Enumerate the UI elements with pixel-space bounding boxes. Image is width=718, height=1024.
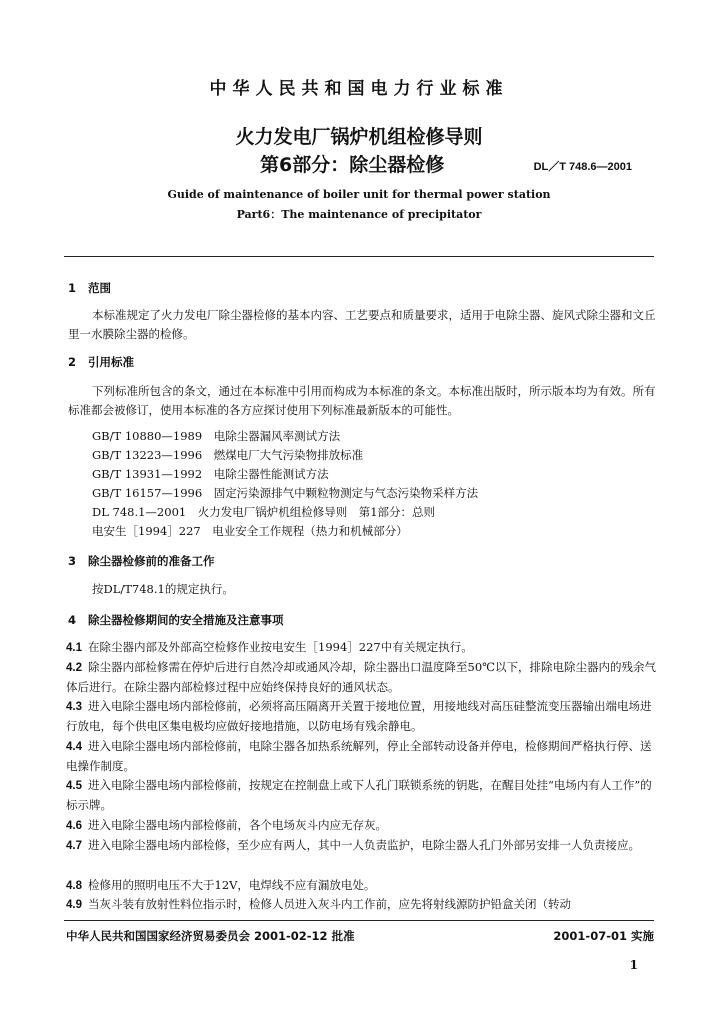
section-3-heading [68, 553, 215, 569]
reference-item: GB/T 16157—1996 固定污染源排气中颗粒物测定与气态污染物采样方法 [92, 486, 479, 500]
reference-item: DL 748.1—2001 火力发电厂锅炉机组检修导则 第1部分：总则 [92, 505, 436, 519]
section-number: 4 [68, 613, 77, 627]
page-number: 1 [629, 958, 638, 972]
footer-divider [64, 920, 654, 921]
clause-number: 4.6 [66, 820, 82, 832]
clause-4-1 [66, 638, 656, 658]
clause-number: 4.7 [66, 840, 82, 852]
reference-item: GB/T 13223—1996 燃煤电厂大气污染物排放标准 [92, 448, 364, 462]
reference-item: GB/T 10880—1989 电除尘器漏风率测试方法 [92, 429, 341, 443]
section-2-text: 下列标准所包含的条文，通过在本标准中引用而构成为本标准的条文。本标准出版时，所示版本均为有效。所有标准都会被修订，使用本标准的各方应探讨使用下列标准最新版本的可能性。 [68, 384, 656, 417]
clause-4-8 [66, 876, 656, 896]
clause-number: 4.1 [66, 642, 82, 654]
clause-text: 除尘器内部检修需在停炉后进行自然冷却或通风冷却，除尘器出口温度降至50℃以下，排除电除尘器内的残余气体后进行。在除尘器内部检修过程中应始终保持良好的通风状态。 [66, 660, 656, 694]
clause-number: 4.2 [66, 662, 82, 674]
clause-text: 进入电除尘器电场内部检修前，各个电场灰斗内应无存灰。 [88, 818, 387, 832]
clause-number: 4.4 [66, 741, 82, 753]
section-1-text: 本标准规定了火力发电厂除尘器检修的基本内容、工艺要点和质量要求，适用于电除尘器、旋风式除尘器和文丘里一水膜除尘器的检修。 [68, 308, 656, 341]
section-2-heading [68, 354, 134, 370]
section-number: 3 [68, 554, 77, 568]
clause-4-5 [66, 776, 656, 815]
clause-4-6 [66, 816, 656, 836]
clause-number: 4.9 [66, 899, 82, 911]
header-divider [64, 256, 654, 257]
section-number: 1 [68, 281, 77, 295]
clause-number: 4.8 [66, 880, 82, 892]
english-title-2: Part6：The maintenance of precipitator [236, 208, 482, 221]
clause-4-4 [66, 737, 656, 776]
clause-number: 4.5 [66, 780, 82, 792]
clause-text: 在除尘器内部及外部高空检修作业按电安生［1994］227中有关规定执行。 [88, 640, 473, 654]
clause-4-7 [66, 836, 656, 856]
standard-type: 中华人民共和国电力行业标准 [209, 79, 509, 99]
standard-code: DL／T 748.6—2001 [533, 161, 632, 173]
clause-text: 进入电除尘器电场内部检修前，按规定在控制盘上或下人孔门联锁系统的钥匙，在醒目处挂“电场内有人工作”的标示牌。 [66, 778, 652, 812]
clause-4-2 [66, 658, 656, 697]
approval-line: 中华人民共和国国家经济贸易委员会 2001-02-12 批准 [66, 929, 355, 943]
section-title: 引用标准 [88, 355, 134, 369]
section-title: 除尘器检修前的准备工作 [88, 554, 215, 568]
clause-text: 进入电除尘器电场内部检修前，必须将高压隔离开关置于接地位置，用接地线对高压硅整流变压器输出端电场进行放电，每个供电区集电极均应做好接地措施，以防电场有残余静电。 [66, 699, 652, 733]
clause-4-3 [66, 697, 656, 736]
reference-item: 电安生［1994］227 电业安全工作规程（热力和机械部分） [92, 524, 408, 538]
clause-text: 当灰斗装有放射性料位指示时，检修人员进入灰斗内工作前，应先将射线源防护铅盒关闭（转动 [88, 897, 571, 911]
clause-number: 4.3 [66, 701, 82, 713]
english-title-1: Guide of maintenance of boiler unit for thermal power station [167, 188, 551, 201]
effective-date: 2001-07-01 实施 [553, 929, 654, 943]
title-line-2: 第6部分：除尘器检修 [260, 154, 445, 176]
clause-text: 进入电除尘器电场内部检修，至少应有两人，其中一人负责监护，电除尘器人孔门外部另安排一人负责接应。 [88, 838, 640, 852]
section-title: 范围 [88, 281, 111, 295]
section-number: 2 [68, 355, 77, 369]
section-4-heading [68, 612, 284, 628]
title-line-1: 火力发电厂锅炉机组检修导则 [235, 126, 483, 148]
clause-text: 检修用的照明电压不大于12V，电焊线不应有漏放电处。 [88, 878, 376, 892]
section-3-text: 按DL/T748.1的规定执行。 [92, 582, 234, 596]
clause-text: 进入电除尘器电场内部检修前，电除尘器各加热系统解列，停止全部转动设备并停电，检修期间严格执行停、送电操作制度。 [66, 739, 652, 773]
reference-item: GB/T 13931—1992 电除尘器性能测试方法 [92, 467, 329, 481]
section-1-heading [68, 280, 111, 296]
section-title: 除尘器检修期间的安全措施及注意事项 [88, 613, 284, 627]
clause-4-9 [66, 895, 656, 915]
